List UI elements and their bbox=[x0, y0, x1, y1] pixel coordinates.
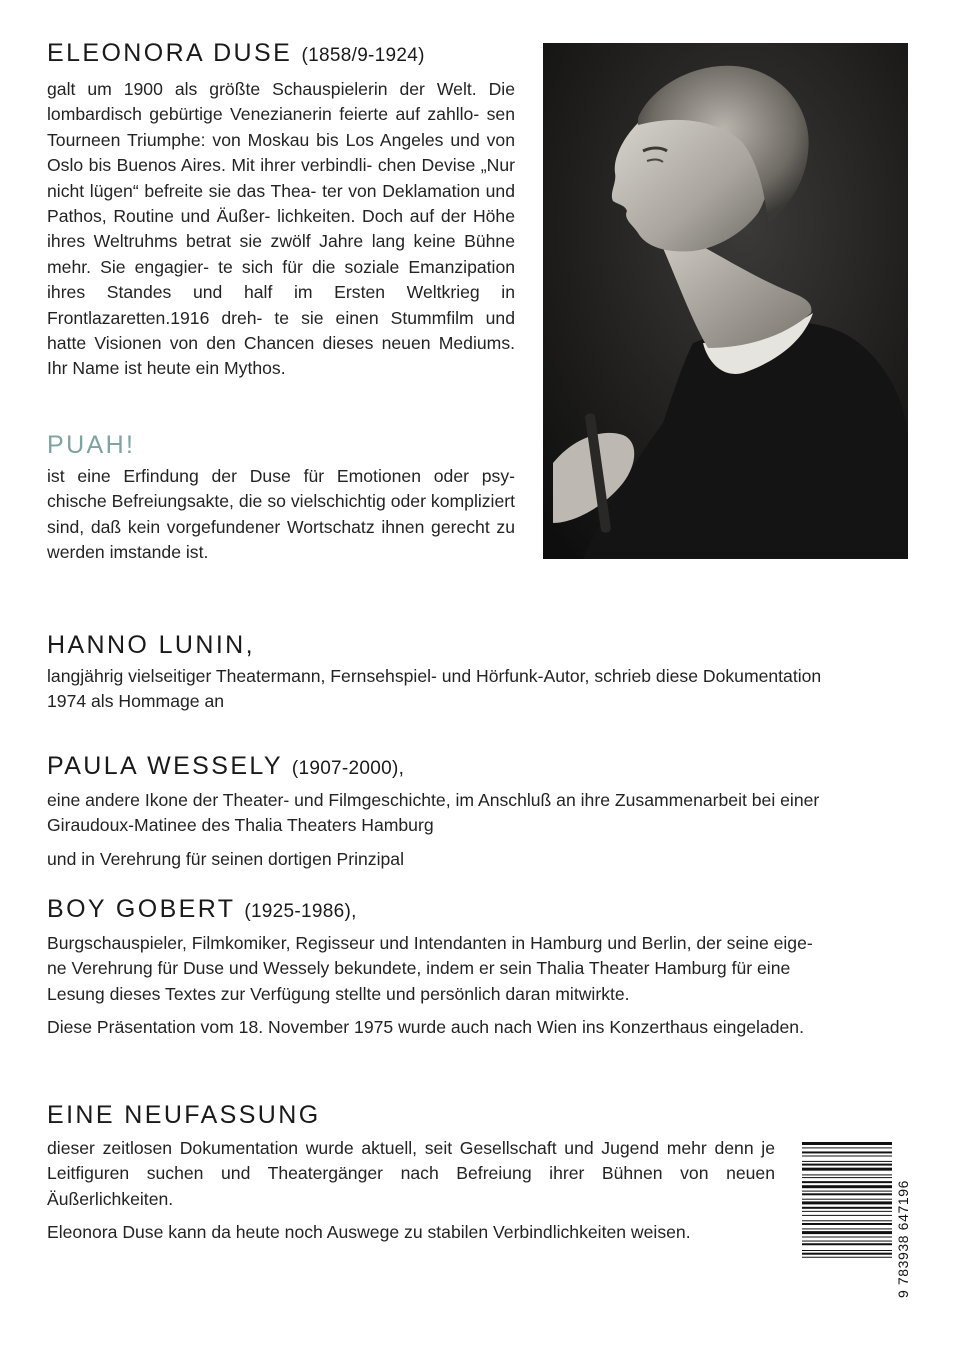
gobert-section bbox=[47, 894, 917, 1041]
duse-bio-line: galt um 1900 als größte Schauspielerin der Welt. Die bbox=[47, 79, 515, 99]
duse-heading bbox=[47, 38, 515, 71]
duse-bio-line: lichkeiten. Doch auf der Höhe ihres Weltruhms betrat bbox=[47, 206, 516, 252]
gobert-heading bbox=[47, 894, 917, 927]
wessely-section bbox=[47, 751, 917, 872]
puah-section bbox=[47, 430, 515, 566]
barcode-digits: 9 783938 647196 bbox=[895, 1180, 911, 1298]
gobert-text-line: ne Verehrung für Duse und Wessely bekundete, indem er sein Thalia Theater Hamburg für eine bbox=[47, 958, 791, 979]
wessely-heading bbox=[47, 751, 917, 784]
barcode-bar bbox=[802, 1193, 892, 1195]
barcode-bar bbox=[802, 1201, 892, 1204]
barcode-bar bbox=[802, 1142, 892, 1145]
barcode-bar bbox=[802, 1253, 892, 1255]
gobert-comma: , bbox=[351, 901, 357, 922]
lunin-text-line: 1974 als Hommage an bbox=[47, 691, 225, 712]
duse-bio-line: ein Mythos. bbox=[195, 358, 286, 379]
puah-heading: PUAH! bbox=[47, 431, 136, 459]
barcode-bar bbox=[802, 1164, 892, 1166]
barcode-bar bbox=[802, 1161, 892, 1162]
barcode-bar bbox=[802, 1215, 892, 1216]
puah-text-line: chische Befreiungsakte, die so vielschichtig oder bbox=[47, 491, 426, 512]
barcode-bar bbox=[802, 1220, 892, 1221]
wessely-text bbox=[47, 788, 917, 839]
duse-name: ELEONORA DUSE bbox=[47, 39, 293, 67]
barcode-bar bbox=[802, 1168, 892, 1171]
lunin-section bbox=[47, 630, 917, 715]
gobert-text-line: Burgschauspieler, Filmkomiker, Regisseur und Intendanten in Hamburg und Berlin, der seine eige- bbox=[47, 933, 813, 953]
duse-bio-line: ter von Deklamation und Pathos, Routine und Äußer- bbox=[47, 180, 515, 227]
duse-bio-line: Chancen dieses neuen Mediums. Ihr Name ist heute bbox=[47, 333, 515, 379]
puah-text bbox=[47, 464, 515, 566]
gobert-text2: Diese Präsentation vom 18. November 1975 wurde auch nach Wien ins Konzerthaus eingeladen. bbox=[47, 1017, 804, 1038]
barcode-bar bbox=[802, 1151, 892, 1153]
barcode-bar bbox=[802, 1223, 892, 1225]
duse-bio-line: te sie einen Stummfilm und hatte Visionen von den bbox=[47, 307, 516, 354]
neufassung-heading: EINE NEUFASSUNG bbox=[47, 1101, 321, 1129]
barcode-bar bbox=[802, 1243, 892, 1245]
puah-text-line: ihnen gerecht zu werden imstande ist. bbox=[47, 516, 515, 563]
barcode-bar bbox=[802, 1231, 892, 1234]
barcode-bar bbox=[802, 1241, 892, 1242]
wessely-comma: , bbox=[398, 758, 404, 779]
wessely-text2: und in Verehrung für seinen dortigen Prinzipal bbox=[47, 848, 404, 869]
barcode-bar bbox=[802, 1199, 892, 1200]
barcode bbox=[800, 1140, 912, 1302]
duse-section bbox=[47, 38, 515, 382]
puah-text-line: ist eine Erfindung der Duse für Emotionen oder psy- bbox=[47, 466, 515, 486]
lunin-heading: HANNO LUNIN, bbox=[47, 631, 255, 659]
barcode-bar bbox=[802, 1211, 892, 1212]
lunin-text bbox=[47, 664, 917, 715]
portrait-photo bbox=[543, 43, 908, 559]
duse-bio-line: und von Oslo bis Buenos Aires. Mit ihrer verbindli- bbox=[47, 129, 516, 176]
wessely-name: PAULA WESSELY bbox=[47, 752, 283, 780]
barcode-bars bbox=[802, 1142, 892, 1258]
neufassung-text-line: dieser zeitlosen Dokumentation wurde aktuell, seit Gesellschaft und Jugend mehr bbox=[47, 1138, 707, 1158]
duse-bio-line: chen Devise „Nur nicht lügen“ befreite sie das Thea- bbox=[47, 155, 515, 201]
lunin-text-line: langjährig vielseitiger Theatermann, Fernsehspiel- und Hörfunk-Autor, schrieb diese Dokumentation bbox=[47, 666, 822, 686]
barcode-bar bbox=[802, 1174, 892, 1175]
barcode-bar bbox=[802, 1228, 892, 1229]
puah-text-line: kompliziert sind, daß kein vorgefundener Wortschatz bbox=[47, 491, 515, 537]
duse-bio-line: half im Ersten Weltkrieg in Frontlazaretten.1916 dreh- bbox=[47, 282, 515, 328]
barcode-bar bbox=[802, 1250, 892, 1251]
barcode-bar bbox=[802, 1237, 892, 1238]
barcode-bar bbox=[802, 1147, 892, 1148]
wessely-years: (1907-2000) bbox=[291, 758, 399, 779]
duse-years: (1858/9-1924) bbox=[301, 45, 425, 66]
barcode-bar bbox=[802, 1177, 892, 1178]
duse-bio-line: sie zwölf Jahre lang keine Bühne mehr. Sie engagier- bbox=[47, 231, 516, 277]
barcode-bar bbox=[802, 1156, 892, 1157]
barcode-bar bbox=[802, 1185, 892, 1188]
neufassung-text-line: neuen Äußerlichkeiten. bbox=[47, 1163, 776, 1209]
gobert-text-line: Lesung dieses Textes zur Verfügung stellte und persönlich daran mitwirkte. bbox=[47, 983, 630, 1004]
barcode-bar bbox=[802, 1207, 892, 1209]
neufassung-section bbox=[47, 1100, 775, 1246]
gobert-name: BOY GOBERT bbox=[47, 895, 235, 923]
wessely-text-line: Giraudoux-Matinee des Thalia Theaters Hamburg bbox=[47, 815, 434, 836]
duse-bio bbox=[47, 77, 515, 382]
gobert-text bbox=[47, 931, 917, 1007]
wessely-text-line: eine andere Ikone der Theater- und Filmgeschichte, im Anschluß an ihre Zusammenarbeit bei einer bbox=[47, 790, 820, 810]
barcode-bar bbox=[802, 1181, 892, 1183]
neufassung-text-line: denn je Leitfiguren suchen und Theatergänger nach Befreiung ihrer Bühnen von bbox=[47, 1138, 775, 1184]
neufassung-text2: Eleonora Duse kann da heute noch Auswege zu stabilen Verbindlichkeiten weisen. bbox=[47, 1222, 691, 1243]
neufassung-text bbox=[47, 1136, 775, 1212]
duse-bio-line: te sich für die soziale Emanzipation ihres Standes und bbox=[47, 256, 516, 303]
duse-bio-line: sen Tourneen Triumphe: von Moskau bis Los Angeles bbox=[47, 104, 515, 150]
barcode-bar bbox=[802, 1191, 892, 1192]
barcode-bar bbox=[802, 1257, 892, 1258]
duse-bio-line: lombardisch gebürtige Venezianerin feierte auf zahllo- bbox=[47, 104, 480, 125]
gobert-years: (1925-1986) bbox=[244, 901, 352, 922]
